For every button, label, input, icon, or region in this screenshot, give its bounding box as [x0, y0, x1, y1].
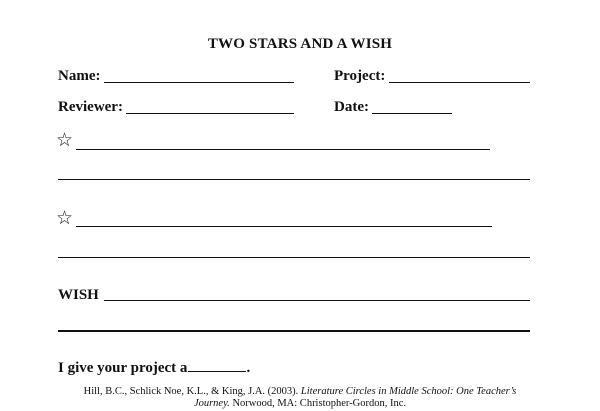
citation-publisher: Norwood, MA: Christopher-Gordon, Inc. [232, 398, 407, 409]
project-field-line[interactable] [389, 82, 530, 83]
form-title: TWO STARS AND A WISH [207, 36, 393, 52]
citation-line-1 [0, 386, 600, 398]
wish-label: WISH [58, 287, 99, 303]
name-label: Name: [58, 68, 101, 84]
date-label: Date: [334, 99, 369, 115]
grade-prompt [58, 357, 250, 377]
star-1-line-1[interactable] [76, 149, 490, 150]
grade-period: . [246, 360, 251, 376]
star-1-line-2[interactable] [58, 179, 530, 180]
grade-blank[interactable] [188, 357, 246, 372]
reviewer-field-line[interactable] [126, 113, 294, 114]
grade-prompt-text: I give your project a [58, 360, 188, 376]
wish-line-2[interactable] [58, 330, 530, 332]
name-field-line[interactable] [104, 82, 294, 83]
citation-title-part1: Literature Circles in Middle School: One Teacher’s [300, 386, 517, 397]
citation-title-part2: Journey. [193, 398, 230, 409]
project-label: Project: [334, 68, 386, 84]
star-icon: ☆ [56, 207, 74, 229]
date-field-line[interactable] [372, 113, 452, 114]
star-2-line-1[interactable] [76, 226, 492, 227]
star-icon: ☆ [56, 129, 74, 151]
reviewer-label: Reviewer: [58, 99, 123, 115]
citation-line-2 [0, 398, 600, 410]
wish-line-1[interactable] [104, 300, 530, 301]
citation-authors: Hill, B.C., Schlick Noe, K.L., & King, J.A. (2003). [83, 386, 299, 397]
star-2-line-2[interactable] [58, 257, 530, 258]
